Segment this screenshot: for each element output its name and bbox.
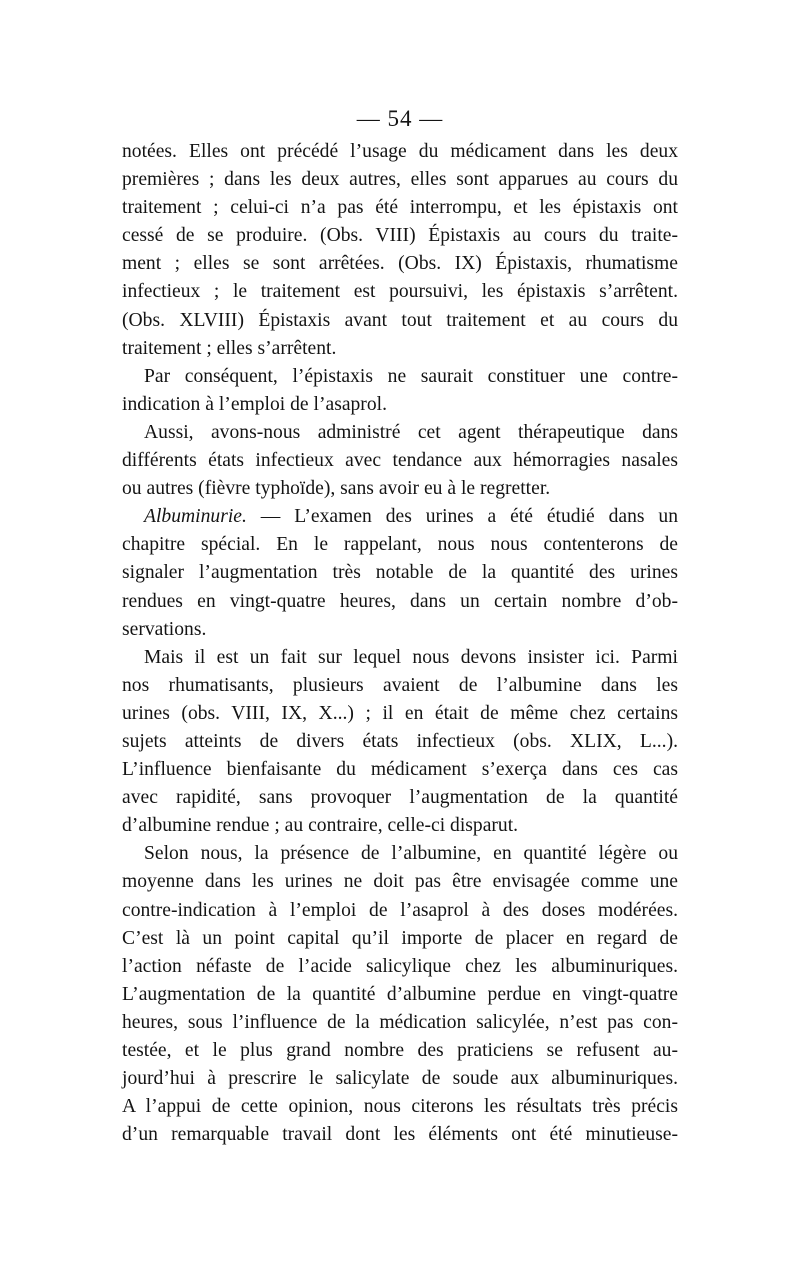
page-number: — 54 — (356, 106, 444, 131)
text-line: cessé de se produire. (Obs. VIII) Épistaxis au cours du traite- (122, 225, 678, 247)
text-line: heures, sous l’influence de la médication salicylée, n’est pas con- (122, 1011, 678, 1033)
paragraph-start-line: Selon nous, la présence de l’albumine, en quantité légère ou (144, 843, 678, 865)
text-line: contre-indication à l’emploi de l’asaprol à des doses modérées. (122, 899, 678, 921)
text-line: L’augmentation de la quantité d’albumine perdue en vingt-quatre (122, 983, 678, 1005)
text-line: moyenne dans les urines ne doit pas être envisagée comme une (122, 871, 678, 893)
text-line: testée, et le plus grand nombre des praticiens se refusent au- (122, 1040, 678, 1061)
text-line: jourd’hui à prescrire le salicylate de soude aux albuminuriques. (122, 1068, 678, 1090)
text-line: infectieux ; le traitement est poursuivi, les épistaxis s’arrêtent. (122, 281, 678, 303)
text-line: l’action néfaste de l’acide salicylique chez les albuminuriques. (122, 955, 678, 977)
body-text (122, 138, 678, 1149)
text-line: d’un remarquable travail dont les éléments ont été minutieuse- (122, 1124, 678, 1146)
text-line: servations. (122, 618, 207, 640)
text-line: différents états infectieux avec tendance aux hémorragies nasales (122, 450, 678, 472)
text-line: urines (obs. VIII, IX, X...) ; il en était de même chez certains (122, 702, 678, 724)
text-line: ou autres (fièvre typhoïde), sans avoir eu à le regretter. (122, 478, 551, 500)
text-line: A l’appui de cette opinion, nous citerons les résultats très précis (122, 1096, 678, 1118)
text-line: traitement ; celui-ci n’a pas été interrompu, et les épistaxis ont (122, 197, 678, 219)
text-line: d’albumine rendue ; au contraire, celle-ci disparut. (122, 815, 519, 837)
text-line: C’est là un point capital qu’il importe de placer en regard de (122, 927, 678, 949)
text-line: ment ; elles se sont arrêtées. (Obs. IX) Épistaxis, rhumatisme (122, 253, 678, 275)
text-line: sujets atteints de divers états infectieux (obs. XLIX, L...). (122, 730, 678, 752)
text-line: nos rhumatisants, plusieurs avaient de l’albumine dans les (122, 674, 678, 696)
text-line: signaler l’augmentation très notable de la quantité des urines (122, 562, 678, 584)
text-line: chapitre spécial. En le rappelant, nous nous contenterons de (122, 534, 678, 556)
text-line: avec rapidité, sans provoquer l’augmentation de la quantité (122, 787, 678, 809)
text-line: notées. Elles ont précédé l’usage du médicament dans les deux (122, 141, 678, 162)
text-line: (Obs. XLVIII) Épistaxis avant tout traitement et au cours du (122, 309, 678, 331)
text-line: L’influence bienfaisante du médicament s’exerça dans ces cas (122, 759, 678, 781)
text-line: traitement ; elles s’arrêtent. (122, 337, 337, 359)
text-line: premières ; dans les deux autres, elles sont apparues au cours du (122, 169, 678, 191)
paragraph-start-line: Mais il est un fait sur lequel nous devons insister ici. Parmi (144, 646, 678, 668)
paragraph-start-line: Aussi, avons-nous administré cet agent thérapeutique dans (144, 421, 678, 443)
section-heading-albuminurie: Albuminurie. (144, 506, 247, 528)
section-heading-line: Albuminurie. — L’examen des urines a été étudié dans un (144, 506, 678, 528)
text-line: rendues en vingt-quatre heures, dans un certain nombre d’ob- (122, 590, 678, 612)
text-line: indication à l’emploi de l’asaprol. (122, 393, 387, 415)
paragraph-start-line: Par conséquent, l’épistaxis ne saurait constituer une contre- (144, 365, 678, 387)
